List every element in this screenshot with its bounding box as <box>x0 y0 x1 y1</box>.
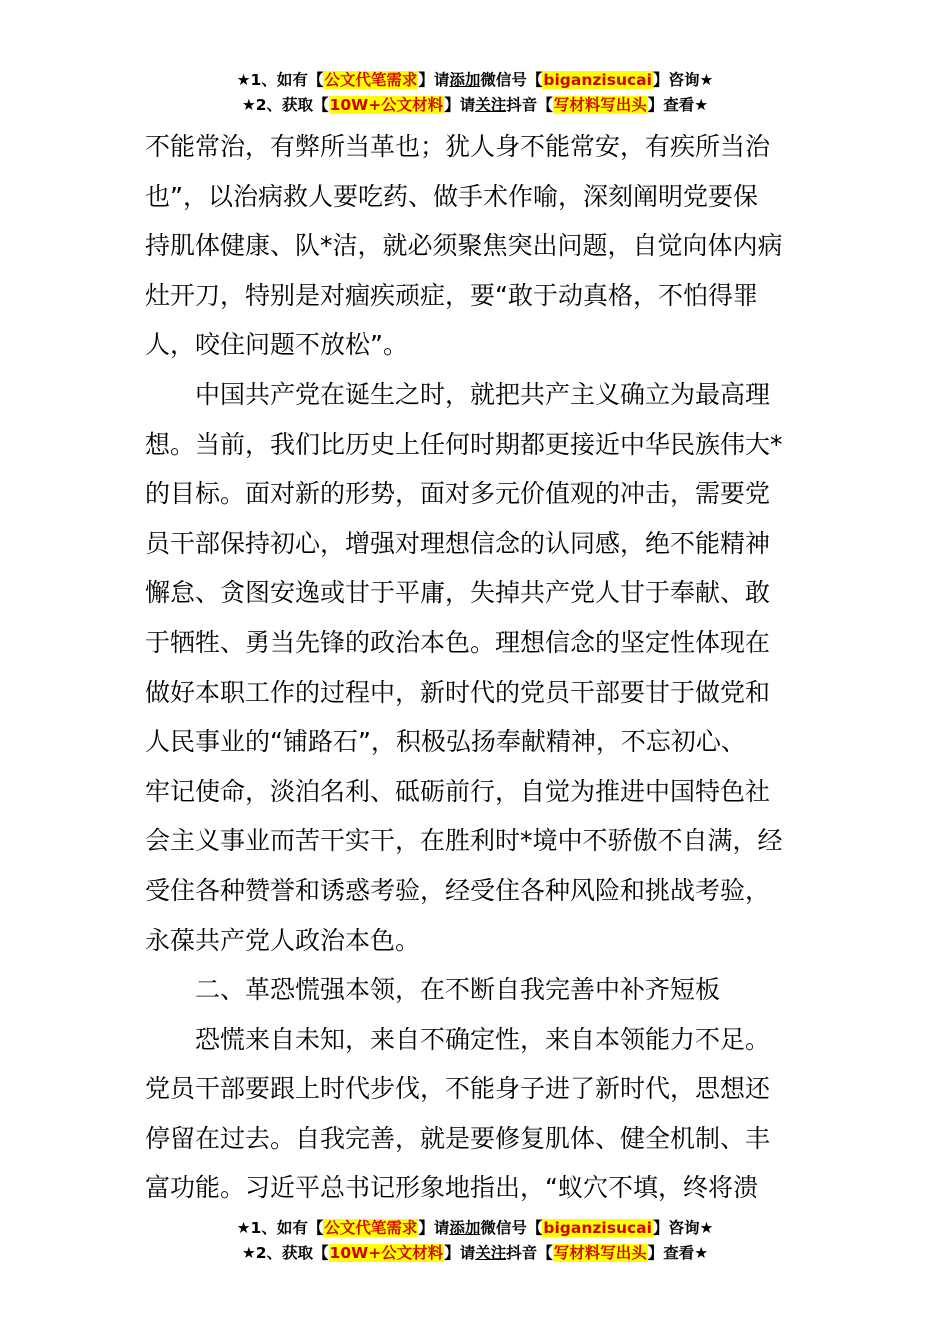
footer-banner <box>0 1216 950 1266</box>
text-line: 想。当前，我们比历史上任何时期都更接近中华民族伟大* <box>145 429 783 459</box>
highlight-materials: 10W+公文材料 <box>329 96 444 114</box>
section-heading <box>145 965 805 1015</box>
text-line: 党员干部要跟上时代步伐，不能身子进了新时代，思想还 <box>145 1074 771 1104</box>
text-line: 中国共产党在诞生之时，就把共产主义确立为最高理 <box>195 379 771 409</box>
paragraph-ideals <box>145 370 805 965</box>
text-line: 富功能。习近平总书记形象地指出，“蚁穴不填，终将溃 <box>145 1173 758 1203</box>
text-line: 灶开刀，特别是对痼疾顽症，要“敢于动真格，不怕得罪 <box>145 280 758 310</box>
text-line: 停留在过去。自我完善，就是要修复肌体、健全机制、丰 <box>145 1123 771 1153</box>
document-body <box>145 122 805 1213</box>
text-line: 人民事业的“铺路石”，积极弘扬奉献精神，不忘初心、 <box>145 727 746 757</box>
text-line: 不能常治，有弊所当革也；犹人身不能常安，有疾所当治 <box>145 132 771 161</box>
heading-line: 二、革恐慌强本领，在不断自我完善中补齐短板 <box>195 975 721 1005</box>
text-line: 持肌体健康、队*洁，就必须聚焦突出问题，自觉向体内病 <box>145 231 783 261</box>
banner-line-2: ★2、获取【10W+公文材料】请关注抖音【写材料写出头】查看★ <box>241 1244 709 1262</box>
text-line: 永葆共产党人政治本色。 <box>145 925 421 955</box>
text-line: 受住各种赞誉和诱惑考验，经受住各种风险和挑战考验， <box>145 875 771 905</box>
paragraph-panic <box>145 1015 805 1213</box>
text-line: 牢记使命，淡泊名利、砥砺前行，自觉为推进中国特色社 <box>145 776 771 806</box>
banner-line-1: ★1、如有【公文代笔需求】请添加微信号【biganzisucai】咨询★ <box>236 71 714 89</box>
text-line: 员干部保持初心，增强对理想信念的认同感，绝不能精神 <box>145 528 771 558</box>
highlight-service: 公文代笔需求 <box>324 1219 418 1237</box>
text-line: 恐慌来自未知，来自不确定性，来自本领能力不足。 <box>195 1024 771 1054</box>
highlight-service: 公文代笔需求 <box>324 71 418 89</box>
banner-line-2: ★2、获取【10W+公文材料】请关注抖音【写材料写出头】查看★ <box>241 96 709 114</box>
text-line: 也”，以治病救人要吃药、做手术作喻，深刻阐明党要保 <box>145 181 758 211</box>
highlight-wechat-id: biganzisucai <box>543 71 652 89</box>
header-banner <box>0 68 950 118</box>
text-line: 于牺牲、勇当先锋的政治本色。理想信念的坚定性体现在 <box>145 627 771 657</box>
text-line: 人，咬住问题不放松”。 <box>145 330 408 360</box>
text-line: 的目标。面对新的形势，面对多元价值观的冲击，需要党 <box>145 479 771 509</box>
highlight-douyin-account: 写材料写出头 <box>553 1244 647 1262</box>
text-line: 懈怠、贪图安逸或甘于平庸，失掉共产党人甘于奉献、敢 <box>145 578 771 608</box>
paragraph-continued <box>145 122 805 370</box>
text-line: 会主义事业而苦干实干，在胜利时*境中不骄傲不自满，经 <box>145 826 783 856</box>
highlight-materials: 10W+公文材料 <box>329 1244 444 1262</box>
banner-line-1: ★1、如有【公文代笔需求】请添加微信号【biganzisucai】咨询★ <box>236 1219 714 1237</box>
highlight-wechat-id: biganzisucai <box>543 1219 652 1237</box>
text-line: 做好本职工作的过程中，新时代的党员干部要甘于做党和 <box>145 677 771 707</box>
highlight-douyin-account: 写材料写出头 <box>553 96 647 114</box>
